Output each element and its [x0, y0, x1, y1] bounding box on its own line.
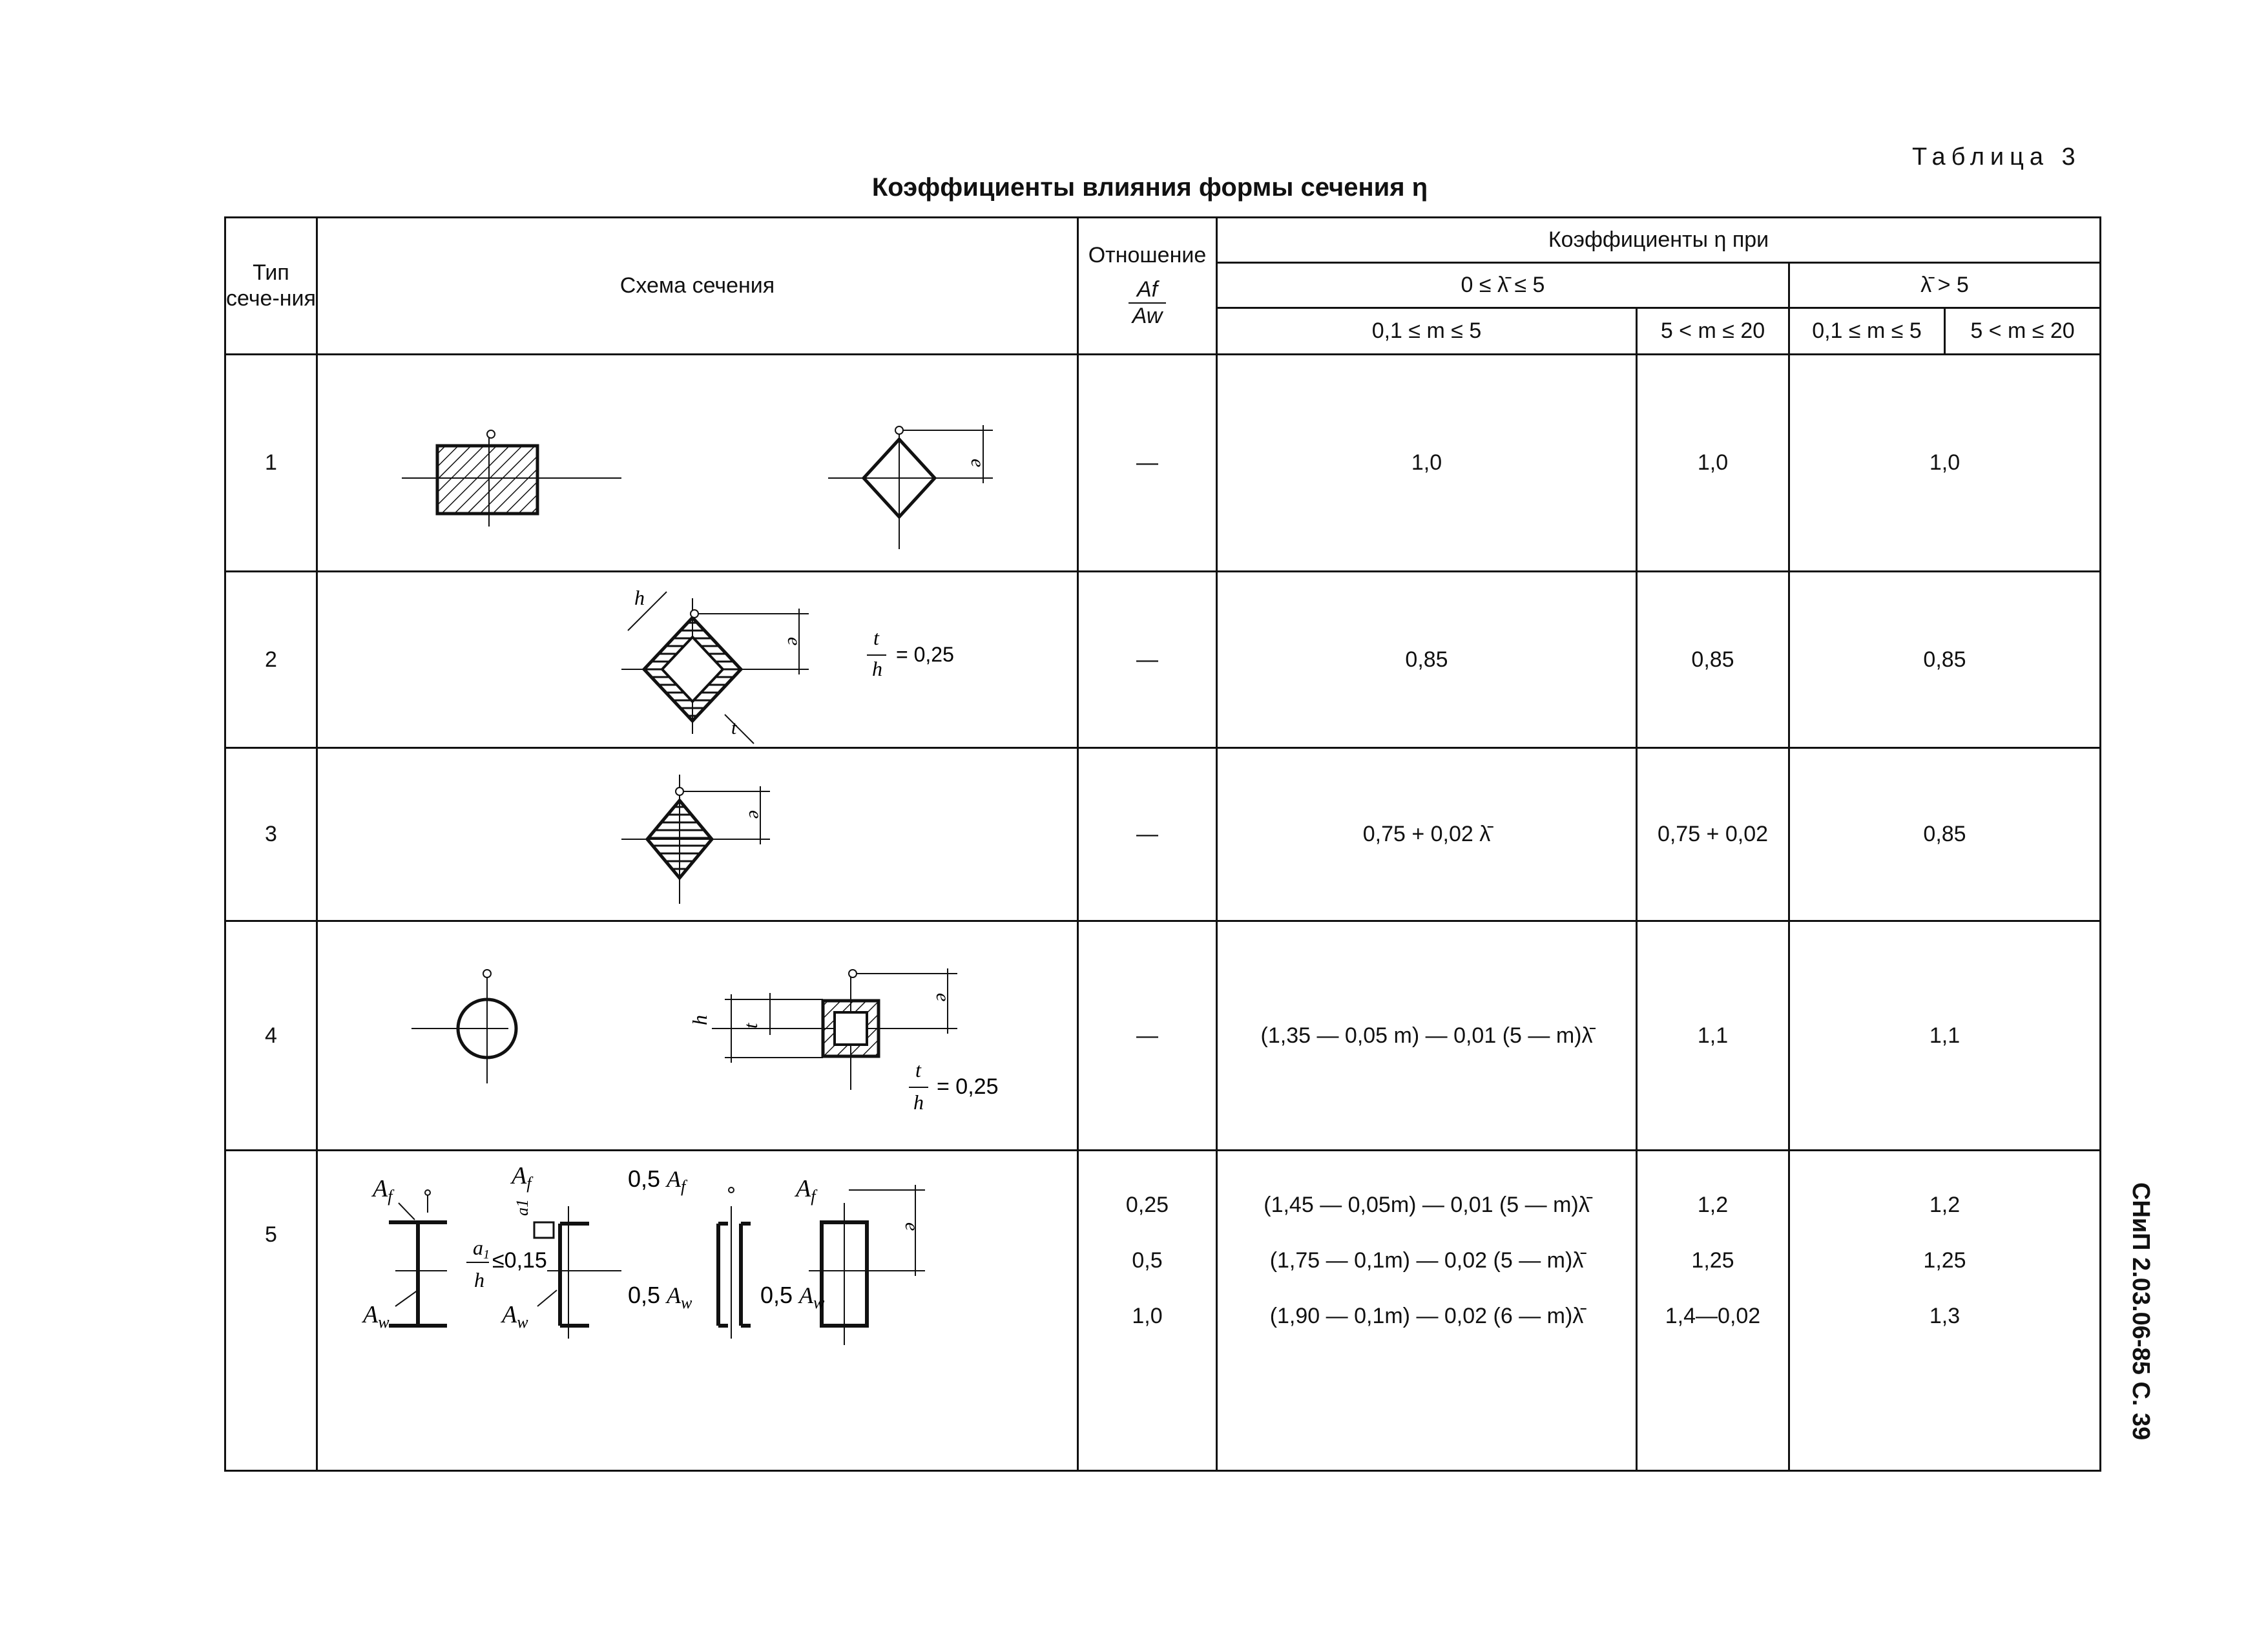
label-h-den: h: [474, 1268, 484, 1291]
label-e: e: [967, 459, 988, 468]
section-schema: [317, 355, 1078, 572]
row-coef-3: 1,0: [1789, 355, 2101, 572]
coef-value: 1,2: [1929, 1193, 1961, 1217]
header-type: Тип сече-ния: [225, 218, 317, 355]
header-coefficients: Коэффициенты η при: [1217, 218, 2101, 263]
label-af: $A_f$: [373, 1175, 393, 1206]
ratio-value: = 0,25: [896, 643, 954, 666]
table-row: [225, 921, 2101, 1151]
ratio-numerator: Af: [1129, 277, 1167, 304]
table-row: [225, 572, 2101, 748]
row-coef-1: 0,75 + 0,02 λ̄: [1217, 748, 1637, 921]
row-coef-3: [1789, 1151, 2101, 1471]
row-ratio: —: [1078, 572, 1217, 748]
coef-value: 1,3: [1929, 1304, 1961, 1328]
section-schema: [317, 1151, 1078, 1471]
table-row: [225, 748, 2101, 921]
row-ratio: [1078, 1151, 1217, 1471]
table-title: Коэффициенты влияния формы сечения η: [871, 173, 1428, 202]
table-row: [225, 1151, 2101, 1471]
section-diagram-i-beams: [318, 1151, 1079, 1470]
row-ratio: —: [1078, 355, 1217, 572]
document-code: СНиП 2.03.06-85 С. 39: [2127, 1182, 2154, 1441]
label-h: h: [634, 586, 645, 609]
row-coef-1: 1,0: [1217, 355, 1637, 572]
fraction-h: h: [913, 1091, 924, 1114]
row-type: 3: [225, 748, 317, 921]
coef-formula: (1,90 — 0,1m) — 0,02 (6 — m)λ̄: [1269, 1304, 1584, 1328]
header-m-range-4: 5 < m ≤ 20: [1945, 308, 2101, 355]
label-a1-limit: ≤0,15: [492, 1248, 547, 1273]
section-schema: [317, 572, 1078, 748]
row-coef-3: 0,85: [1789, 748, 2101, 921]
row-coef-2: 1,0: [1637, 355, 1789, 572]
row-coef-1: [1217, 1151, 1637, 1471]
row-type: 5: [225, 1151, 317, 1471]
label-aw: $A_w$: [502, 1301, 528, 1331]
section-diagram-circle-box: [318, 922, 1079, 1149]
coef-formula: (1,45 — 0,05m) — 0,01 (5 — m)λ̄: [1264, 1193, 1590, 1217]
table-number-label: Таблица 3: [1912, 143, 2081, 171]
label-e: e: [745, 810, 766, 819]
label-t: t: [731, 717, 737, 738]
section-schema: [317, 921, 1078, 1151]
label-half-af: 0,5 $A_f$: [628, 1165, 686, 1196]
label-aw: $A_w$: [363, 1301, 390, 1331]
row-coef-1: (1,35 — 0,05 m) — 0,01 (5 — m)λ̄: [1217, 921, 1637, 1151]
row-coef-2: [1637, 1151, 1789, 1471]
coef-formula: (1,75 — 0,1m) — 0,02 (5 — m)λ̄: [1269, 1248, 1584, 1273]
ratio-value: 1,0: [1132, 1304, 1163, 1328]
label-half-aw: 0,5 $A_w$: [628, 1282, 692, 1312]
row-coef-1: 0,85: [1217, 572, 1637, 748]
label-e: e: [784, 637, 805, 646]
header-schema: Схема сечения: [317, 218, 1078, 355]
label-h: h: [688, 1015, 711, 1025]
ratio-value: 0,25: [1125, 1193, 1169, 1217]
row-coef-2: 1,1: [1637, 921, 1789, 1151]
header-ratio: [1078, 218, 1217, 355]
row-ratio: —: [1078, 748, 1217, 921]
coef-value: 1,25: [1923, 1248, 1966, 1273]
fraction-t: t: [915, 1058, 921, 1081]
table-row: [225, 355, 2101, 572]
coef-value: 1,25: [1691, 1248, 1734, 1273]
header-m-range-3: 0,1 ≤ m ≤ 5: [1789, 308, 1945, 355]
label-af: $A_f$: [796, 1175, 816, 1206]
section-schema: [317, 748, 1078, 921]
fraction-t: t: [873, 626, 879, 649]
ratio-value: 0,5: [1132, 1248, 1163, 1273]
label-e: e: [932, 993, 953, 1002]
label-half-aw: 0,5 $A_w$: [760, 1282, 825, 1312]
coefficients-table: [224, 216, 2101, 1472]
label-e: e: [901, 1222, 922, 1231]
fraction-h: h: [872, 657, 882, 680]
ratio-value: = 0,25: [937, 1074, 999, 1099]
section-diagram-solid-rhombus: [318, 749, 1079, 920]
section-diagram-hollow-rhombus: [318, 572, 1079, 747]
row-ratio: —: [1078, 921, 1217, 1151]
row-type: 1: [225, 355, 317, 572]
header-lambda-high: λ̄ > 5: [1789, 263, 2101, 308]
row-coef-3: 1,1: [1789, 921, 2101, 1151]
row-type: 2: [225, 572, 317, 748]
label-a1-num: a1: [473, 1236, 490, 1262]
label-af: $A_f$: [512, 1162, 532, 1193]
coef-value: 1,4—0,02: [1665, 1304, 1761, 1328]
header-m-range-2: 5 < m ≤ 20: [1637, 308, 1789, 355]
ratio-label: Отношение: [1088, 242, 1207, 267]
row-coef-2: 0,75 + 0,02: [1637, 748, 1789, 921]
ratio-denominator: Aw: [1132, 304, 1163, 329]
row-coef-3: 0,85: [1789, 572, 2101, 748]
header-lambda-low: 0 ≤ λ̄ ≤ 5: [1217, 263, 1789, 308]
ratio-fraction: [1079, 277, 1216, 329]
row-type: 4: [225, 921, 317, 1151]
coef-value: 1,2: [1697, 1193, 1729, 1217]
header-m-range-1: 0,1 ≤ m ≤ 5: [1217, 308, 1637, 355]
row-coef-2: 0,85: [1637, 572, 1789, 748]
section-diagram-rect-rhombus: [318, 355, 1079, 570]
label-a1: a1: [513, 1199, 532, 1216]
label-t: t: [740, 1023, 762, 1029]
